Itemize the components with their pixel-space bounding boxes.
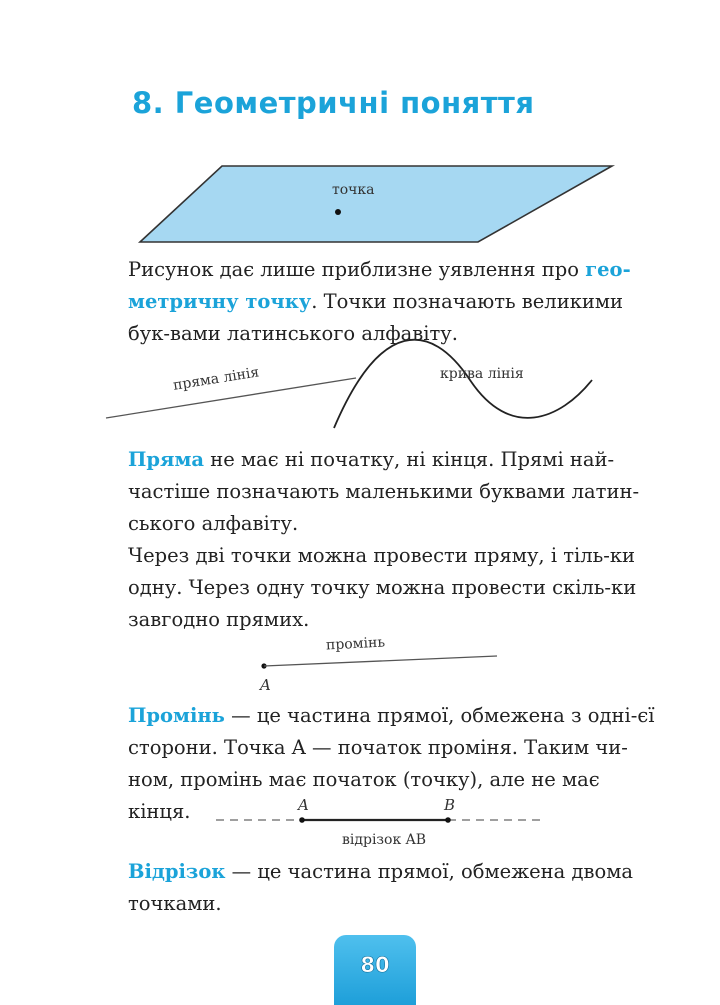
paragraph-two-points: Через дві точки можна провести пряму, і тіль-ки одну. Через одну точку можна провести скіль-ки завгодно прямих. bbox=[128, 544, 637, 631]
para1-before: Рисунок дає лише приблизне уявлення про bbox=[128, 258, 586, 281]
para5-text: — це частина прямої, обмежена двома точками. bbox=[128, 860, 634, 915]
para1-after: . Точки позначають великими бук-вами латинського алфавіту. bbox=[128, 290, 624, 345]
paragraph-ray bbox=[128, 700, 658, 828]
term-geometric-point: гео-метричну точку bbox=[128, 258, 631, 313]
paragraph-segment bbox=[128, 856, 658, 920]
curve-line bbox=[334, 340, 592, 428]
page-number: 80 bbox=[360, 953, 390, 977]
point-label: точка bbox=[332, 182, 375, 198]
para2-text: не має ні початку, ні кінця. Прямі най-частіше позначають маленькими буквами латин-ського алфавіту. bbox=[128, 448, 640, 535]
paragraph-line bbox=[128, 444, 658, 540]
segment-label: відрізок AB bbox=[342, 832, 427, 848]
term-ray: Промінь bbox=[128, 704, 225, 727]
page-title: 8. Геометричні поняття bbox=[132, 86, 535, 120]
paragraph-point bbox=[128, 254, 658, 350]
page-number-tab bbox=[334, 935, 416, 1005]
term-segment: Відрізок bbox=[128, 860, 226, 883]
ray-line bbox=[264, 656, 497, 666]
segment-point-a-label: A bbox=[298, 796, 309, 814]
ray-label: промінь bbox=[325, 634, 386, 654]
ray-point-label: A bbox=[260, 676, 271, 694]
straight-line-label: пряма лінія bbox=[172, 364, 261, 394]
plane-parallelogram bbox=[140, 166, 612, 242]
term-line: Пряма bbox=[128, 448, 205, 471]
plane-point bbox=[335, 209, 341, 215]
curve-line-label: крива лінія bbox=[440, 366, 524, 382]
segment-point-b-label: B bbox=[444, 796, 456, 814]
para4-text: — це частина прямої, обмежена з одні-єї сторони. Точка A — початок проміня. Таким чи-ном, промінь має початок (точку), але не має кінця. bbox=[128, 704, 655, 823]
